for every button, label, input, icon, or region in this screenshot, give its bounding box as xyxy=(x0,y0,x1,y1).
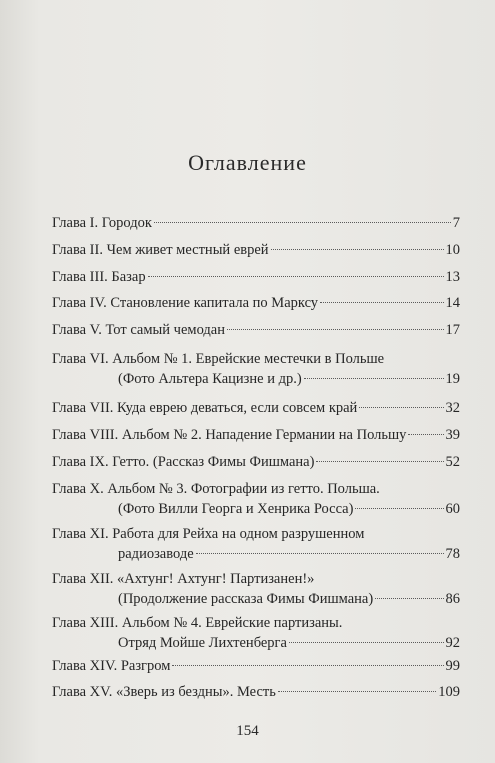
page-title: Оглавление xyxy=(188,150,307,175)
toc-entry[interactable] xyxy=(52,656,460,676)
toc-entry-line xyxy=(52,613,460,633)
dot-leader xyxy=(278,691,436,692)
toc-entry[interactable] xyxy=(52,349,460,389)
toc-entry-line xyxy=(52,656,460,676)
toc-entry-page: 60 xyxy=(445,501,460,517)
toc-entry[interactable] xyxy=(52,240,460,260)
toc-entry-page: 13 xyxy=(445,269,460,285)
toc-entry-title: Глава IV. Становление капитала по Марксу xyxy=(52,295,319,311)
toc-entry-line xyxy=(52,425,460,445)
toc-entry-title: Глава III. Базар xyxy=(52,269,146,285)
toc-entry-title: Глава I. Городок xyxy=(52,215,152,231)
toc-entry-page: 14 xyxy=(445,295,460,311)
toc-entry[interactable] xyxy=(52,425,460,445)
toc-entry-title: Глава XIV. Разгром xyxy=(52,658,171,674)
toc-entry-title: Глава XI. Работа для Рейха на одном разрушенном xyxy=(52,526,365,542)
toc-entry-page: 78 xyxy=(445,546,460,562)
toc-entry-page: 32 xyxy=(445,400,460,416)
toc-entry[interactable] xyxy=(52,479,460,519)
dot-leader xyxy=(227,329,444,330)
toc-entry-title: Глава X. Альбом № 3. Фотографии из гетто. Польша. xyxy=(52,481,380,497)
toc-entry[interactable] xyxy=(52,452,460,472)
toc-entry-line xyxy=(52,569,460,589)
toc-entry-title: Глава XIII. Альбом № 4. Еврейские партизаны. xyxy=(52,615,343,631)
toc-entry-title: радиозаводе xyxy=(118,546,194,562)
toc-entry-line xyxy=(52,213,460,233)
toc-entry-line xyxy=(52,240,460,260)
toc-entry-page: 39 xyxy=(445,427,460,443)
dot-leader xyxy=(316,461,443,462)
toc-entry-line xyxy=(52,544,460,564)
toc-entry-title: Глава VII. Куда еврею деваться, если совсем край xyxy=(52,400,358,416)
dot-leader xyxy=(408,434,443,435)
toc-entry-title: Глава XII. «Ахтунг! Ахтунг! Партизанен!» xyxy=(52,571,315,587)
toc-entry-page: 99 xyxy=(445,658,460,674)
toc-entry-line xyxy=(52,524,460,544)
toc-entry-line xyxy=(52,499,460,519)
toc-entry-page: 7 xyxy=(452,215,460,231)
dot-leader xyxy=(154,222,451,223)
toc-entry-page: 92 xyxy=(445,635,460,651)
toc-entry-line xyxy=(52,633,460,653)
toc-entry-title: Глава VIII. Альбом № 2. Нападение Германии на Польшу xyxy=(52,427,407,443)
toc-entry-line xyxy=(52,682,460,702)
toc-entry-line xyxy=(52,267,460,287)
dot-leader xyxy=(359,407,443,408)
toc-entry-title: Глава XV. «Зверь из бездны». Месть xyxy=(52,684,276,700)
page-number: 154 xyxy=(236,723,259,739)
dot-leader xyxy=(196,553,444,554)
toc-entry[interactable] xyxy=(52,569,460,609)
toc-entry-line xyxy=(52,293,460,313)
toc-entry[interactable] xyxy=(52,320,460,340)
toc-entry[interactable] xyxy=(52,682,460,702)
dot-leader xyxy=(289,642,444,643)
toc-entry-page: 86 xyxy=(445,591,460,607)
toc-entry-line xyxy=(52,452,460,472)
toc-entry-page: 17 xyxy=(445,322,460,338)
toc-entry-title: Глава V. Тот самый чемодан xyxy=(52,322,225,338)
toc-entry-line xyxy=(52,349,460,369)
toc-entry[interactable] xyxy=(52,398,460,418)
toc-entry-line xyxy=(52,589,460,609)
toc-entry-title: Глава VI. Альбом № 1. Еврейские местечки в Польше xyxy=(52,351,385,367)
toc-entry-line xyxy=(52,398,460,418)
dot-leader xyxy=(148,276,444,277)
dot-leader xyxy=(375,598,443,599)
toc-entry[interactable] xyxy=(52,293,460,313)
toc-entry-page: 109 xyxy=(438,684,460,700)
toc-entry-line xyxy=(52,369,460,389)
toc-entry-line xyxy=(52,320,460,340)
toc-entry-title: (Продолжение рассказа Фимы Фишмана) xyxy=(118,591,374,607)
dot-leader xyxy=(355,508,443,509)
toc-entry[interactable] xyxy=(52,613,460,653)
toc-entry-title: (Фото Вилли Георга и Хенрика Росса) xyxy=(118,501,354,517)
toc-entry-page: 19 xyxy=(445,371,460,387)
toc-entry[interactable] xyxy=(52,267,460,287)
toc-entry-title: Отряд Мойше Лихтенберга xyxy=(118,635,287,651)
toc-entry-title: (Фото Альтера Кацизне и др.) xyxy=(118,371,302,387)
toc-entry[interactable] xyxy=(52,524,460,564)
dot-leader xyxy=(320,302,443,303)
toc-entry-title: Глава IX. Гетто. (Рассказ Фимы Фишмана) xyxy=(52,454,315,470)
dot-leader xyxy=(271,249,444,250)
toc-entry-line xyxy=(52,479,460,499)
dot-leader xyxy=(172,665,443,666)
toc-entry-page: 52 xyxy=(445,454,460,470)
toc-entry[interactable] xyxy=(52,213,460,233)
toc-entry-page: 10 xyxy=(445,242,460,258)
dot-leader xyxy=(304,378,444,379)
toc-entry-title: Глава II. Чем живет местный еврей xyxy=(52,242,269,258)
